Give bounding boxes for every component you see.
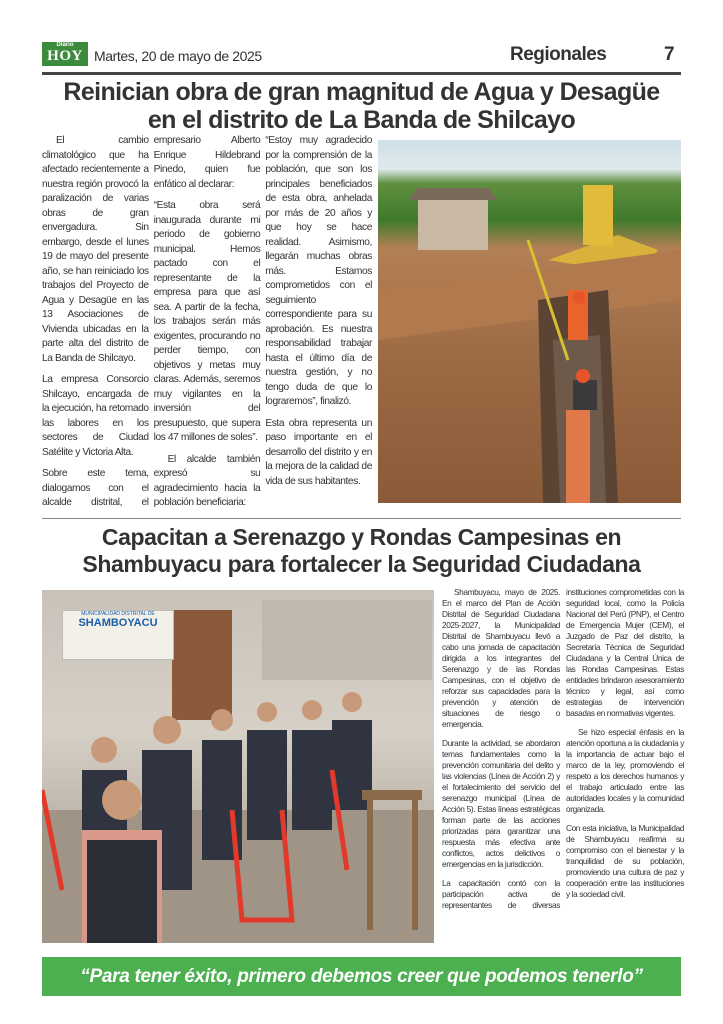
- paragraph: Esta obra representa un paso importante en el desarrollo del distrito y en la mejora de la calidad de vida de sus habitantes.: [265, 417, 372, 487]
- paragraph: Shambuyacu, mayo de 2025. En el marco del Plan de Acción Distrital de Seguridad Ciudadana 2025-2027, la Municipalidad Distrital de Shambuyacu llevó a cabo una jornada de capacitación dirigida a los integrantes del Serenazgo y de las Rondas Campesinas, con el objetivo de reforzar sus capacidades para la prevención y atención de situaciones de riesgo o emergencia.: [442, 587, 560, 729]
- article-divider: [42, 518, 681, 519]
- paragraph: Durante la actividad, se abordaron temas fundamentales como la prevención comunitaria del delito y las violencias (Línea de Acción 2) y el fortalecimiento del servicio del serenazgo municipal (Línea de Acción 5). Estas líneas estratégicas forman parte de las acciones priorizadas para garantizar una respuesta más efectiva ante conflictos, actos delictivos o emergencias en la jurisdicción.: [442, 738, 560, 869]
- paragraph: La empresa Consorcio Shilcayo, encargada de la ejecución, ha retomado las labores en los sectores de Ciudad Satélite y Victoria Alta.: [42, 374, 149, 458]
- section-name: Regionales: [510, 44, 607, 65]
- sign-main-text: SHAMBOYACU: [78, 617, 158, 629]
- headline-line: en el distrito de La Banda de Shilcayo: [147, 106, 576, 134]
- paragraph: El cambio climatológico que ha afectado recientemente a nuestra región provocó la paralización de varias obras de gran envergadura. Sin embargo, desde el lunes 19 de mayo del presente año, se han reiniciado los trabajos del Proyecto de Agua y Desagüe en las 13 Asociaciones de Vivienda ubicadas en la parte alta del distrito de La Banda de Shilcayo.: [42, 135, 149, 364]
- logo-small-text: Diario: [56, 42, 74, 48]
- excavation-photo: [378, 140, 681, 503]
- paragraph: La capacitación contó con la participación activa de representantes de diversas instituciones comprometidas con la seguridad local, como la Policía Nacional del Perú (PNP), el Centro de Emergencia Mujer (CEM), el Juzgado de Paz del distrito, la Secretaría Técnica de Seguridad Ciudadana y la Central Única de las Rondas Campesinas. Estas entidades brindaron asesoramiento técnico y legal, así como estrategias de intervención basadas en normativas vigentes.: [442, 587, 684, 910]
- diario-hoy-logo: [42, 42, 88, 66]
- headline-line: Shambuyacu para fortalecer la Seguridad Ciudadana: [82, 551, 641, 577]
- paragraph: “Esta obra será inaugurada durante mi periodo de gobierno municipal. Hemos pactado con el representante de la empresa para que así sea. A partir de la fecha, los trabajos serán más exigentes, procurando no perder tiempo, con objetivos y metas muy claras. Además, seremos muy vigilantes en la inversión del presupuesto, que supera los 47 millones de soles”.: [153, 200, 261, 443]
- training-photo: [42, 590, 434, 943]
- paragraph: “Estoy muy agradecido por la comprensión de la población, que son los principales beneficiados de esta obra, anhelada por más de 20 años y que hoy se hace realidad. Asimismo, llegarán muchas obras más. Estamos comprometidos con el seguimiento correspondiente para su aprobación. Es nuestra responsabilidad trabajar hasta el último día de nuestra gestión, y no tengo duda de que lo lograremos”, finalizó.: [265, 135, 372, 407]
- quote-banner: [42, 957, 681, 996]
- quote-text: “Para tener éxito, primero debemos creer que podemos tenerlo”: [80, 966, 643, 987]
- headline-line: Reinician obra de gran magnitud de Agua y Desagüe: [63, 78, 660, 106]
- article1-body: [42, 134, 372, 511]
- article2-body: [442, 587, 684, 911]
- logo-main-text: HOY: [47, 48, 83, 64]
- header-rule: [42, 72, 681, 75]
- paragraph: El alcalde también expresó su agradecimiento hacia la población beneficiaria:: [153, 453, 261, 508]
- paragraph: Sobre este tema, dialogamos con el alcalde distrital, el empresario Alberto Enrique Hildebrand Pinedo, quien fue enfático al declarar:: [42, 135, 261, 508]
- paragraph: Con esta iniciativa, la Municipalidad de Shambuyacu reafirma su compromiso con el bienestar y la tranquilidad de su población, promoviendo una cultura de paz y cooperación entre las instituciones y la sociedad civil.: [566, 823, 684, 899]
- excavation-illustration: [378, 140, 681, 503]
- article2-headline: [42, 524, 681, 578]
- sign-small-text: MUNICIPALIDAD DISTRITAL DE: [81, 611, 155, 617]
- page-number: 7: [664, 44, 675, 65]
- headline-line: Capacitan a Serenazgo y Rondas Campesinas en: [101, 524, 622, 550]
- issue-date: Martes, 20 de mayo de 2025: [94, 48, 262, 64]
- municipality-sign: [62, 610, 174, 660]
- paragraph: Se hizo especial énfasis en la atención oportuna a la ciudadanía y la importancia de actuar bajo el marco de la ley, promoviendo el respeto a los derechos humanos y el trabajo articulado entre las autoridades locales y la comunidad organizada.: [566, 727, 684, 814]
- article1-headline: [42, 78, 681, 134]
